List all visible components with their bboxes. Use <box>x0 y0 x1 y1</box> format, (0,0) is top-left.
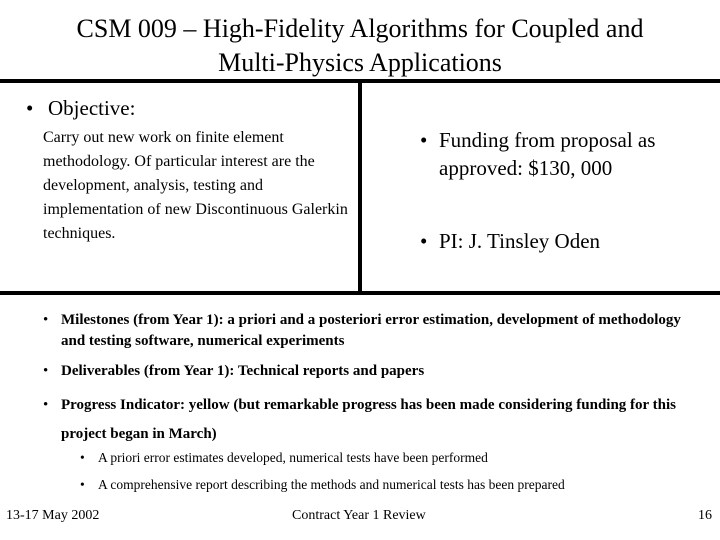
sub-bullet-icon: • <box>80 477 85 492</box>
milestones-text: Milestones (from Year 1): a priori and a posteriori error estimation, development of methodology and testing software, numerical experiments <box>61 312 681 349</box>
pi-bullet-icon: • <box>420 229 428 253</box>
deliverables-bullet-icon: • <box>43 363 49 379</box>
objective-heading-label: Objective: <box>48 96 136 120</box>
middle-divider <box>0 291 720 295</box>
progress-bullet-icon: • <box>43 397 49 413</box>
pi-item <box>420 227 710 255</box>
progress-text: Progress Indicator: yellow (but remarkable progress has been made considering funding for this project began in March) <box>61 397 677 442</box>
progress-item <box>43 391 693 449</box>
milestones-bullet-icon: • <box>43 312 49 328</box>
sub-item-text: A comprehensive report describing the methods and numerical tests has been prepared <box>98 477 565 492</box>
objective-heading <box>26 95 135 121</box>
funding-text: Funding from proposal as approved: $130, 000 <box>439 128 656 180</box>
page-number: 16 <box>698 508 712 523</box>
footer-center-text: Contract Year 1 Review <box>292 508 426 523</box>
deliverables-text: Deliverables (from Year 1): Technical reports and papers <box>61 363 425 379</box>
sub-item-text: A priori error estimates developed, numerical tests have been performed <box>98 450 488 465</box>
sub-item <box>80 448 488 468</box>
title-line-1: CSM 009 – High-Fidelity Algorithms for Coupled and <box>76 14 644 43</box>
deliverables-item <box>43 361 693 382</box>
milestones-item <box>43 310 693 352</box>
funding-bullet-icon: • <box>420 128 428 152</box>
title-line-2: Multi-Physics Applications <box>218 48 502 77</box>
objective-bullet-icon: • <box>26 96 34 120</box>
sub-bullet-icon: • <box>80 450 85 465</box>
sub-item <box>80 475 565 495</box>
objective-text: Carry out new work on finite element methodology. Of particular interest are the development, analysis, testing and implementation of new Discontinuous Galerkin techniques. <box>43 129 348 242</box>
footer-date: 13-17 May 2002 <box>6 508 100 523</box>
vertical-divider <box>358 83 362 293</box>
slide-title <box>0 12 720 80</box>
funding-item <box>420 126 710 182</box>
pi-text: PI: J. Tinsley Oden <box>439 229 601 253</box>
